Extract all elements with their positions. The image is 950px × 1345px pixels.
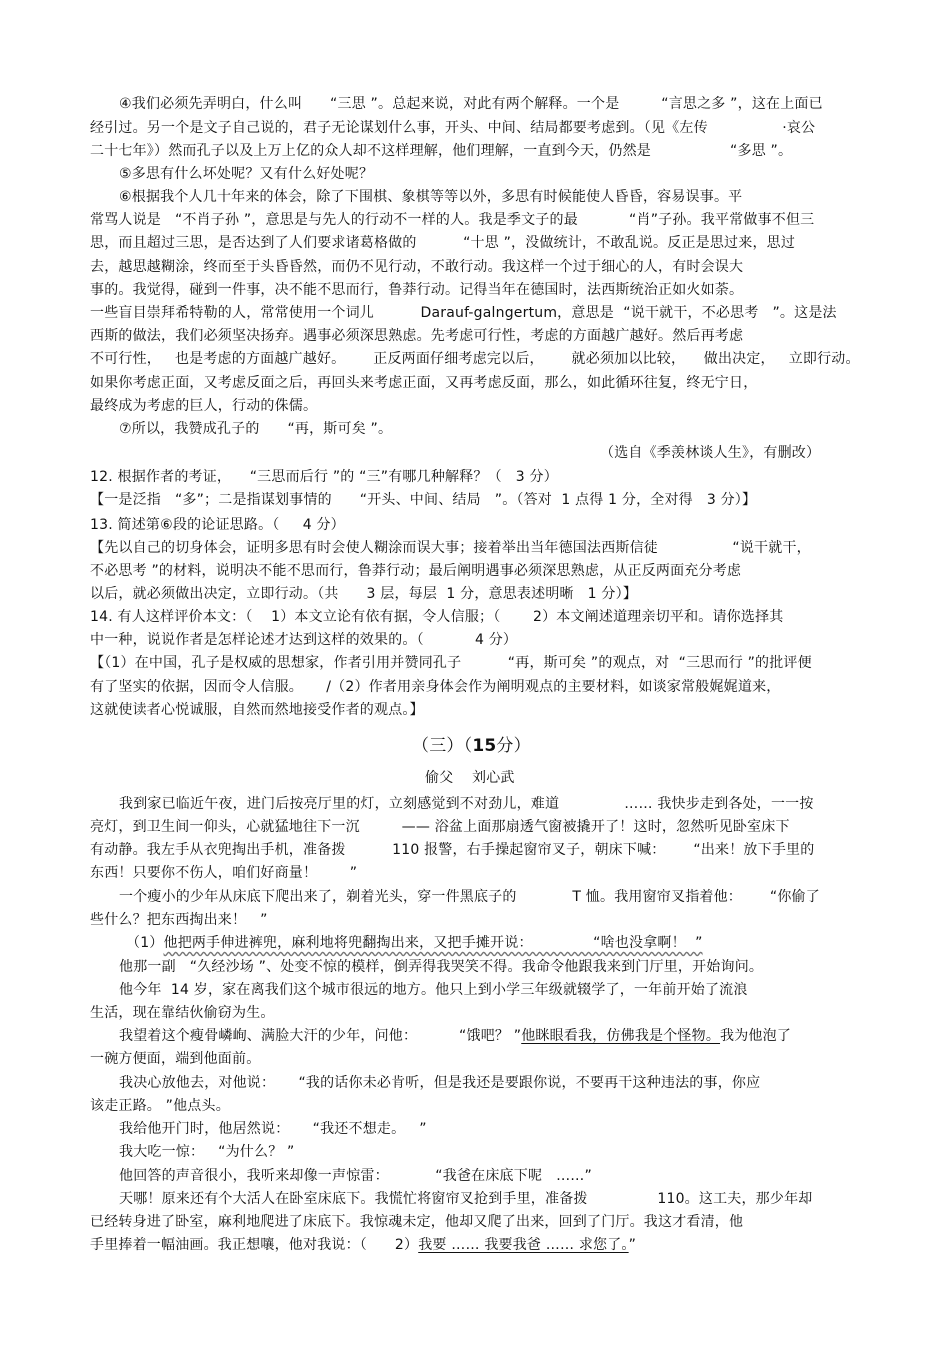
- story-line-11-underlined: 他眯眼看我，仿佛我是个怪物。: [521, 1028, 721, 1044]
- answer-13-line-3: 以后，就必须做出决定，立即行动。（共 3 层，每层 1 分，意思表述明晰 1 分）】: [90, 586, 638, 602]
- section-3-title: [412, 736, 531, 756]
- story-line-17: 他回答的声音很小，我听来却像一声惊雷： “我爸在床底下呢 ……”: [119, 1168, 592, 1184]
- paragraph-6-line-8: 不可行性， 也是考虑的方面越广越好。 正反两面仔细考虑完以后， 就必须加以比较， 做出决定， 立即行动。: [90, 351, 860, 367]
- paragraph-6-line-9: 如果你考虑正面，又考虑反面之后，再回头来考虑正面，又再考虑反面，那么，如此循环往复，终无宁日，: [90, 375, 758, 391]
- answer-12: 【一是泛指 “多”；二是指谋划事情的 “开头、中间、结局 ”。（答对 1 点得 1 分，全对得 3 分）】: [90, 492, 757, 508]
- story-line-7: [126, 933, 703, 953]
- question-14-line-1: 14. 有人这样评价本文：（ 1）本文立论有依有据，令人信服；（ 2）本文阐述道理亲切平和。请你选择其: [90, 609, 784, 625]
- story-line-2: 亮灯，到卫生间一仰头，心就猛地往下一沉 —— 浴盆上面那扇透气窗被撬开了！这时，忽然听见卧室床下: [90, 819, 790, 835]
- story-line-1: 我到家已临近午夜，进门后按亮厅里的灯，立刻感觉到不对劲儿，难道 …… 我快步走到各处，一一按: [119, 796, 814, 812]
- story-line-3: 有动静。我左手从衣兜掏出手机，准备拨 110 报警，右手操起窗帘叉子，朝床下喊： “出来！放下手里的: [90, 842, 815, 858]
- section-3-title-suffix: 分）: [496, 736, 531, 756]
- paragraph-6-line-10: 最终成为考虑的巨人，行动的侏儒。: [90, 398, 318, 414]
- story-line-7-underlined: 他把两手伸进裤兜，麻利地将兜翻掏出来，又把手摊开说： “啥也没拿啊！ ”: [163, 935, 703, 951]
- story-line-4: 东西！只要你不伤人，咱们好商量！ ”: [90, 865, 358, 881]
- paragraph-4-line-3: 二十七年》）然而孔子以及上万上亿的众人却不这样理解，他们理解，一直到今天，仍然是 “多思 ”。: [90, 143, 793, 159]
- story-line-5: 一个瘦小的少年从床底下爬出来了，剃着光头，穿一件黑底子的 T 恤。我用窗帘叉指着他： “你偷了: [119, 889, 820, 905]
- story-line-11: [119, 1026, 791, 1046]
- story-line-20-start: 手里捧着一幅油画。我正想嚷，他对我说：（ 2）: [90, 1237, 419, 1253]
- story-line-7-marker: （1）: [126, 935, 164, 951]
- paragraph-6-line-3: 思，而且超过三思，是否达到了人们要求诸葛格做的 “十思 ”，没做统计，不敢乱说。反正是思过来，思过: [90, 235, 796, 251]
- section-3-title-prefix: （三）（: [412, 736, 473, 756]
- paragraph-4-line-1: ④我们必须先弄明白，什么叫 “三思 ”。总起来说，对此有两个解释。一个是 “言思之多 ”，这在上面已: [119, 96, 823, 112]
- story-line-13: 我决心放他去，对他说： “我的话你未必肯听，但是我还是要跟你说，不要再干这种违法的事，你应: [119, 1075, 761, 1091]
- paragraph-6-line-7: 西斯的做法，我们必须坚决扬弃。遇事必须深思熟虑。先考虑可行性，考虑的方面越广越好。然后再考虑: [90, 328, 744, 344]
- story-line-11-end: 我为他泡了: [720, 1028, 792, 1044]
- story-line-11-start: 我望着这个瘦骨嶙峋、满脸大汗的少年，问他： “饿吧？ ”: [119, 1028, 522, 1044]
- answer-13-line-1: 【先以自己的切身体会，证明多思有时会使人糊涂而误大事；接着举出当年德国法西斯信徒 “说干就干，: [90, 540, 811, 556]
- source-citation: （选自《季羡林谈人生》，有删改）: [600, 445, 821, 461]
- story-line-12: 一碗方便面，端到他面前。: [90, 1051, 261, 1067]
- answer-14-line-3: 这就使读者心悦诚服，自然而然地接受作者的观点。】: [90, 702, 424, 718]
- story-line-20-underlined: 我要 …… 我要我爸 …… 求您了。: [418, 1237, 629, 1253]
- story-line-15: 我给他开门时，他居然说： “我还不想走。 ”: [119, 1121, 427, 1137]
- section-3-title-score: 15: [472, 736, 497, 756]
- answer-14-line-1: 【（1）在中国，孔子是权威的思想家，作者引用并赞同孔子 “再，斯可矣 ”的观点，对 “三思而行 ”的批评便: [90, 655, 812, 671]
- paragraph-6-line-5: 事的。我觉得，碰到一件事，决不能不思而行，鲁莽行动。记得当年在德国时，法西斯统治正如火如荼。: [90, 282, 744, 298]
- story-line-18: 天哪！原来还有个大活人在卧室床底下。我慌忙将窗帘叉抢到手里，准备拨 110。这工夫，那少年却: [119, 1191, 813, 1207]
- paragraph-6-line-4: 去，越思越糊涂，终而至于头昏昏然，而仍不见行动，不敢行动。我这样一个过于细心的人，有时会误大: [90, 259, 744, 275]
- question-12: 12. 根据作者的考证， “三思而后行 ”的 “三”有哪几种解释？（ 3 分）: [90, 469, 558, 485]
- question-14-line-2: 中一种，说说作者是怎样论述才达到这样的效果的。（ 4 分）: [90, 632, 518, 648]
- question-13: 13. 简述第⑥段的论证思路。（ 4 分）: [90, 517, 345, 533]
- answer-13-line-2: 不必思考 ”的材料，说明决不能不思而行，鲁莽行动；最后阐明遇事必须深思熟虑，从正反两面充分考虑: [90, 563, 742, 579]
- story-line-10: 生活，现在靠结伙偷窃为生。: [90, 1005, 275, 1021]
- paragraph-6-line-2: 常骂人说是 “不肖子孙 ”，意思是与先人的行动不一样的人。我是季文子的最 “肖”子孙。我平常做事不但三: [90, 212, 815, 228]
- answer-14-line-2: 有了坚实的依据，因而令人信服。 /（2）作者用亲身体会作为阐明观点的主要材料，如谈家常般娓娓道来，: [90, 679, 781, 695]
- story-line-16: 我大吃一惊： “为什么？ ”: [119, 1144, 295, 1160]
- story-line-20-end: ”: [628, 1237, 637, 1253]
- story-line-8: 他那一副 “久经沙场 ”、处变不惊的模样，倒弄得我哭笑不得。我命令他跟我来到门厅里，开始询问。: [119, 959, 764, 975]
- paragraph-6-line-6: 一些盲目崇拜希特勒的人，常常使用一个词儿 Darauf-galngertum，意思是 “说干就干，不必思考 ”。这是法: [90, 305, 837, 321]
- story-title: 偷父 刘心武: [425, 770, 515, 786]
- story-line-19: 已经转身进了卧室，麻利地爬进了床底下。我惊魂未定，他却又爬了出来，回到了门厅。我这才看清，他: [90, 1214, 744, 1230]
- paragraph-4-line-2: 经引过。另一个是文子自己说的，君子无论谋划什么事，开头、中间、结局都要考虑到。（见《左传 ·哀公: [90, 120, 816, 136]
- story-line-6: 些什么？把东西掏出来！ ”: [90, 912, 268, 928]
- paragraph-7: ⑦所以，我赞成孔子的 “再，斯可矣 ”。: [119, 421, 393, 437]
- story-line-9: 他今年 14 岁，家在离我们这个城市很远的地方。他只上到小学三年级就辍学了，一年前开始了流浪: [119, 982, 748, 998]
- story-line-20: [90, 1235, 636, 1255]
- paragraph-5: ⑤多思有什么坏处呢？又有什么好处呢？: [119, 166, 374, 182]
- paragraph-6-line-1: ⑥根据我个人几十年来的体会，除了下围棋、象棋等等以外，多思有时候能使人昏昏，容易误事。平: [119, 189, 743, 205]
- story-line-14: 该走正路。 ”他点头。: [90, 1098, 230, 1114]
